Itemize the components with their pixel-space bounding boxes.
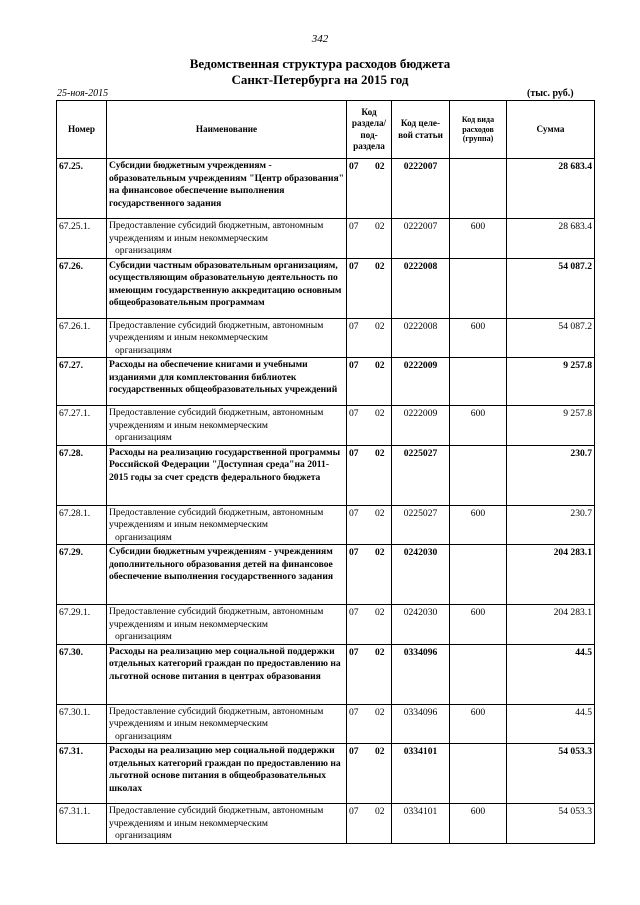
row-sum: 54 087.2 — [507, 318, 595, 358]
table-header-row — [57, 101, 595, 159]
table-row — [57, 358, 595, 406]
header-number: Номер — [57, 101, 107, 159]
row-sum: 230.7 — [507, 445, 595, 505]
table-row — [57, 605, 595, 645]
row-target-code: 0225027 — [392, 445, 450, 505]
row-target-code: 0242030 — [392, 545, 450, 605]
row-sum: 230.7 — [507, 505, 595, 545]
row-target-code: 0222007 — [392, 159, 450, 219]
units-label: (тыс. руб.) — [527, 88, 574, 99]
row-number: 67.28.1. — [57, 505, 107, 545]
row-subsection: 02 — [375, 746, 385, 757]
row-expense-type — [450, 258, 507, 318]
header-sum: Сумма — [507, 101, 595, 159]
row-section: 07 — [349, 746, 359, 757]
row-section: 07 — [349, 607, 359, 618]
row-section-code — [347, 318, 392, 358]
row-sum: 54 053.3 — [507, 744, 595, 804]
row-section: 07 — [349, 221, 359, 232]
row-subsection: 02 — [375, 607, 385, 618]
row-number: 67.31.1. — [57, 804, 107, 844]
row-name-text: Расходы на реализацию государственной программы Российской Федерации "Доступная среда"на 2011-2015 годы за счет средств федерального бюджета — [109, 446, 341, 483]
document-title: Ведомственная структура расходов бюджета — [189, 56, 451, 71]
row-section-code — [347, 219, 392, 259]
header-expense-type: Код вида расходов (группа) — [450, 101, 507, 159]
row-subsection: 02 — [375, 360, 385, 371]
row-target-code: 0222008 — [392, 318, 450, 358]
row-number: 67.26. — [57, 258, 107, 318]
row-name — [107, 219, 347, 259]
row-subsection: 02 — [375, 547, 385, 558]
row-name-text: Расходы на реализацию мер социальной поддержки отдельных категорий граждан по предоставлению на льготной основе питания в общеобразовательных школах — [109, 745, 341, 794]
row-name-text: Предоставление субсидий бюджетным, автономным учреждениям и иным некоммерческим — [109, 705, 324, 729]
row-section-code — [347, 744, 392, 804]
row-name-continuation: организациям — [115, 531, 172, 543]
row-name — [107, 505, 347, 545]
row-name — [107, 358, 347, 406]
row-section: 07 — [349, 646, 359, 658]
row-section: 07 — [349, 706, 359, 718]
row-name-text: Предоставление субсидий бюджетным, автономным учреждениям и иным некоммерческим — [109, 319, 324, 343]
row-subsection: 02 — [375, 806, 385, 817]
row-number: 67.29. — [57, 545, 107, 605]
header-target-code: Код целе- вой статьи — [392, 101, 450, 159]
row-name-continuation: организациям — [115, 344, 172, 356]
row-section-code — [347, 258, 392, 318]
row-name-continuation: организациям — [115, 245, 172, 256]
row-subsection: 02 — [375, 447, 385, 459]
row-section-code — [347, 704, 392, 744]
row-subsection: 02 — [375, 507, 385, 519]
table-row — [57, 704, 595, 744]
row-number: 67.26.1. — [57, 318, 107, 358]
row-target-code: 0334101 — [392, 804, 450, 844]
row-target-code: 0334101 — [392, 744, 450, 804]
row-name — [107, 318, 347, 358]
row-name-continuation: организациям — [115, 830, 172, 841]
document-subtitle: Санкт-Петербурга на 2015 год — [231, 72, 409, 87]
row-number: 67.30. — [57, 644, 107, 704]
row-section: 07 — [349, 507, 359, 519]
row-number: 67.27. — [57, 358, 107, 406]
row-sum: 204 283.1 — [507, 545, 595, 605]
row-name-continuation: организациям — [115, 730, 172, 742]
row-section-code — [347, 159, 392, 219]
row-name — [107, 445, 347, 505]
row-section-code — [347, 358, 392, 406]
row-target-code: 0222009 — [392, 358, 450, 406]
row-name — [107, 744, 347, 804]
row-section: 07 — [349, 806, 359, 817]
row-name-text: Предоставление субсидий бюджетным, автономным учреждениям и иным некоммерческим — [109, 506, 324, 530]
row-section-code — [347, 644, 392, 704]
row-target-code: 0222007 — [392, 219, 450, 259]
row-name-text: Предоставление субсидий бюджетным, автономным учреждениям и иным некоммерческим — [109, 407, 324, 431]
row-subsection: 02 — [375, 221, 385, 232]
row-name — [107, 605, 347, 645]
page-number: 342 — [311, 33, 329, 45]
row-subsection: 02 — [375, 320, 385, 332]
row-section-code — [347, 605, 392, 645]
row-section: 07 — [349, 161, 359, 172]
row-section-code — [347, 545, 392, 605]
row-expense-type: 600 — [450, 406, 507, 446]
row-expense-type: 600 — [450, 704, 507, 744]
row-name — [107, 159, 347, 219]
table-row — [57, 219, 595, 259]
row-name-continuation: организациям — [115, 631, 172, 642]
row-subsection: 02 — [375, 646, 385, 658]
row-number: 67.27.1. — [57, 406, 107, 446]
row-section: 07 — [349, 260, 359, 272]
row-expense-type — [450, 159, 507, 219]
row-name-text: Субсидии бюджетным учреждениям - учреждениям дополнительного образования детей на финансовое обеспечение выполнения государственного задания — [109, 546, 334, 582]
row-name-text: Предоставление субсидий бюджетным, автономным учреждениям и иным некоммерческим — [109, 220, 324, 244]
row-name — [107, 644, 347, 704]
row-target-code: 0242030 — [392, 605, 450, 645]
table-row — [57, 804, 595, 844]
row-section-code — [347, 505, 392, 545]
row-sum: 28 683.4 — [507, 159, 595, 219]
row-expense-type: 600 — [450, 804, 507, 844]
table-row — [57, 159, 595, 219]
row-target-code: 0334096 — [392, 704, 450, 744]
budget-table — [56, 100, 595, 844]
row-name-text: Субсидии частным образовательным организациям, осуществляющим образовательную деятельность по имеющим государственную аккредитацию основным общеобразовательным программам — [109, 259, 342, 308]
table-row — [57, 744, 595, 804]
row-expense-type — [450, 744, 507, 804]
row-expense-type — [450, 644, 507, 704]
row-target-code: 0334096 — [392, 644, 450, 704]
row-sum: 9 257.8 — [507, 358, 595, 406]
row-target-code: 0222008 — [392, 258, 450, 318]
row-name — [107, 545, 347, 605]
row-target-code: 0225027 — [392, 505, 450, 545]
row-section: 07 — [349, 408, 359, 419]
row-subsection: 02 — [375, 161, 385, 172]
report-date: 25-ноя-2015 — [57, 88, 109, 99]
row-name-text: Субсидии бюджетным учреждениям - образовательным учреждениям "Центр образования" на финансовое обеспечение выполнения государственного задания — [109, 160, 345, 209]
table-row — [57, 545, 595, 605]
table-row — [57, 318, 595, 358]
row-number: 67.30.1. — [57, 704, 107, 744]
row-sum: 44.5 — [507, 704, 595, 744]
row-sum: 28 683.4 — [507, 219, 595, 259]
table-row — [57, 644, 595, 704]
row-number: 67.31. — [57, 744, 107, 804]
row-number: 67.29.1. — [57, 605, 107, 645]
row-expense-type — [450, 545, 507, 605]
row-section-code — [347, 445, 392, 505]
row-sum: 44.5 — [507, 644, 595, 704]
table-row — [57, 406, 595, 446]
row-expense-type: 600 — [450, 505, 507, 545]
row-section: 07 — [349, 360, 359, 371]
row-expense-type — [450, 358, 507, 406]
row-section-code — [347, 406, 392, 446]
row-sum: 204 283.1 — [507, 605, 595, 645]
row-subsection: 02 — [375, 408, 385, 419]
table-row — [57, 258, 595, 318]
header-name: Наименование — [107, 101, 347, 159]
row-name-text: Предоставление субсидий бюджетным, автономным учреждениям и иным некоммерческим — [109, 606, 324, 630]
row-expense-type: 600 — [450, 318, 507, 358]
row-name — [107, 804, 347, 844]
row-name-text: Расходы на обеспечение книгами и учебными изданиями для комплектования библиотек государственных общеобразовательных учреждений — [109, 359, 338, 395]
row-name-continuation: организациям — [115, 432, 172, 443]
row-sum: 54 053.3 — [507, 804, 595, 844]
row-subsection: 02 — [375, 260, 385, 272]
row-number: 67.25.1. — [57, 219, 107, 259]
row-name — [107, 406, 347, 446]
row-expense-type: 600 — [450, 605, 507, 645]
header-section-code: Код раздела/ под- раздела — [347, 101, 392, 159]
row-sum: 9 257.8 — [507, 406, 595, 446]
row-section: 07 — [349, 320, 359, 332]
row-number: 67.28. — [57, 445, 107, 505]
row-sum: 54 087.2 — [507, 258, 595, 318]
row-name — [107, 258, 347, 318]
table-row — [57, 445, 595, 505]
row-number: 67.25. — [57, 159, 107, 219]
row-target-code: 0222009 — [392, 406, 450, 446]
table-row — [57, 505, 595, 545]
row-name-text: Расходы на реализацию мер социальной поддержки отдельных категорий граждан по предоставлению на льготной основе питания в центрах образования — [109, 645, 341, 682]
row-section: 07 — [349, 547, 359, 558]
row-expense-type: 600 — [450, 219, 507, 259]
row-section-code — [347, 804, 392, 844]
row-name-text: Предоставление субсидий бюджетным, автономным учреждениям и иным некоммерческим — [109, 805, 324, 829]
row-expense-type — [450, 445, 507, 505]
row-subsection: 02 — [375, 706, 385, 718]
row-section: 07 — [349, 447, 359, 459]
row-name — [107, 704, 347, 744]
